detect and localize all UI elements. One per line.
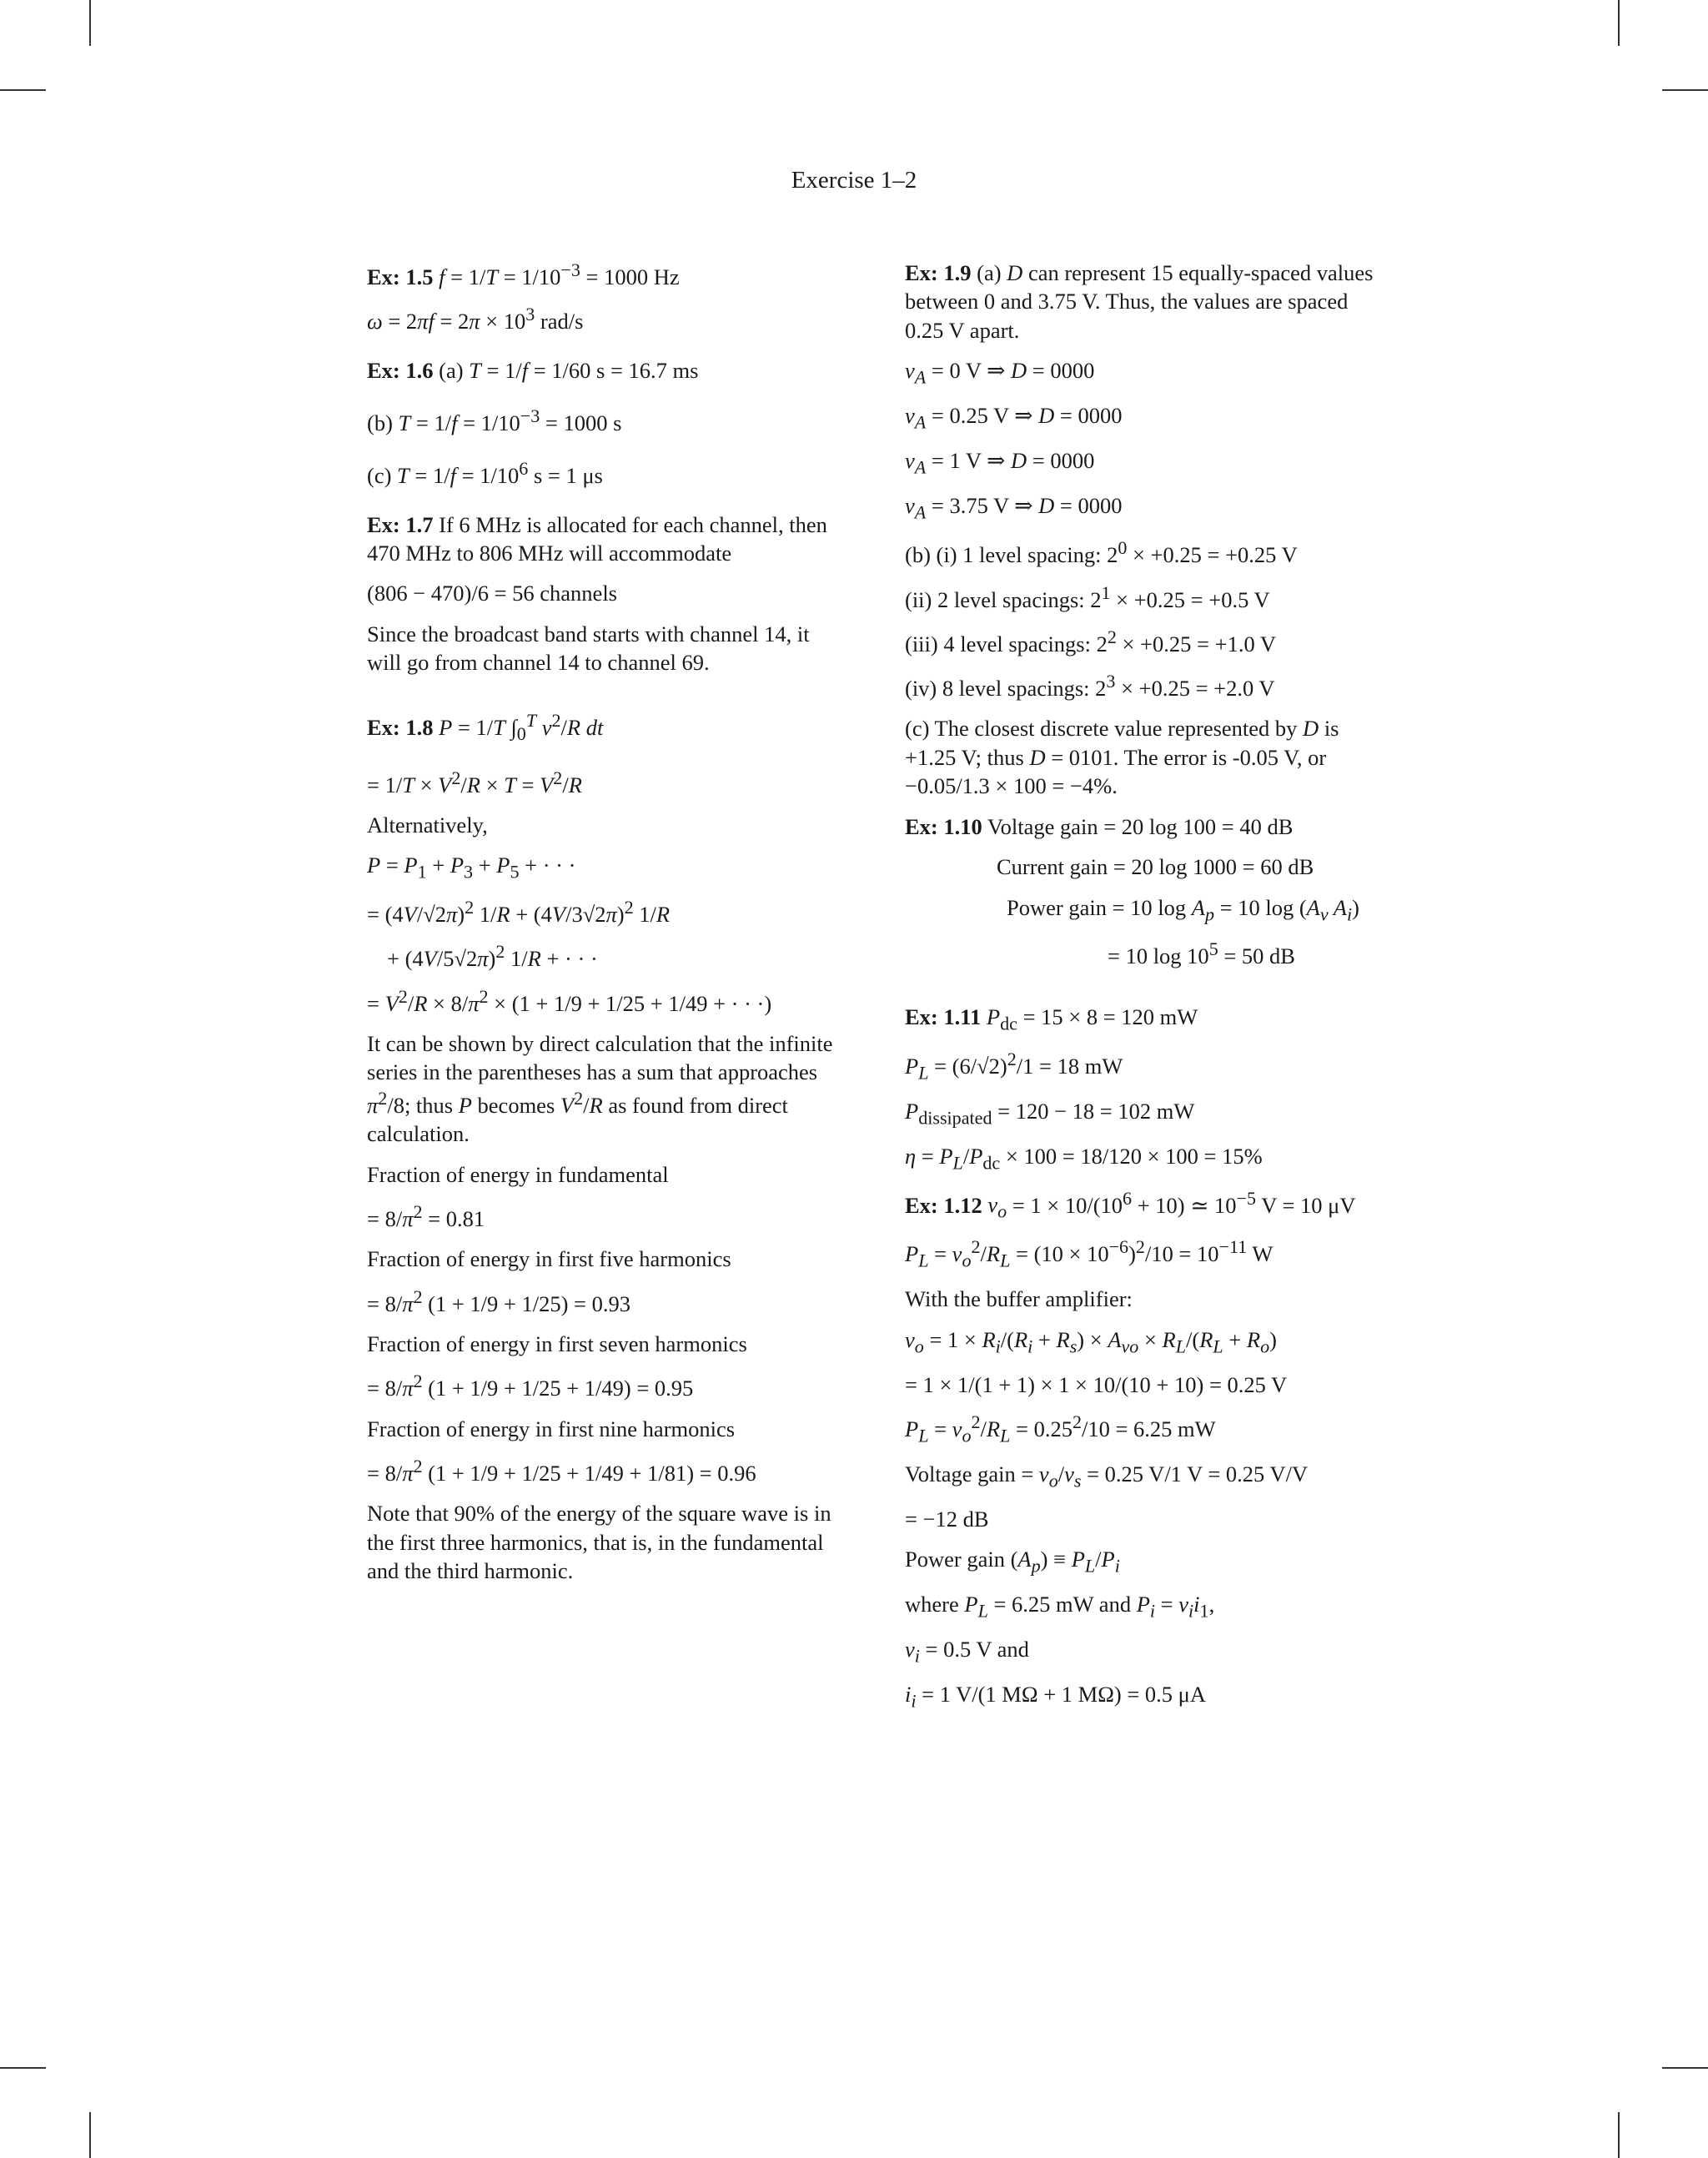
ex-1-12-power-gain: Power gain $(A_p) \equiv P_L/P_i$ — [905, 1547, 1120, 1577]
crop-mark-bottom-left-h — [0, 2067, 46, 2069]
right-column — [905, 259, 1389, 1725]
ex-1-12-vo-value: = 1 × 1/(1 + 1) × 1 × 10/(10 + 10) = 0.25 V — [905, 1371, 1288, 1397]
ex-1-12-where: where $P_L = 6.25$ mW and $P_i = v_ii_1$, — [905, 1592, 1215, 1622]
ex-1-5-omega: $\omega = 2\pi f = 2\pi \times 10^3$ rad/s — [367, 304, 584, 335]
crop-mark-top-right-h — [1662, 89, 1708, 91]
crop-mark-top-left-v — [89, 0, 91, 46]
crop-mark-top-left-h — [0, 89, 46, 91]
ex-1-6-a: Ex: 1.6 (a) T = 1/f = 1/60 s = 16.7 ms — [367, 357, 699, 383]
ex-1-8-power-integral: Ex: 1.8 P = 1/T $\int_0^T$ $v^2/R$ dt — [367, 709, 604, 744]
ex-1-12-buffer-label: With the buffer amplifier: — [905, 1286, 1133, 1312]
ex-1-7-conclusion: Since the broadcast band starts with channel 14, it will go from channel 14 to channel 69. — [367, 621, 810, 676]
ex-1-9-va-1: $v_A = 1$ V ⇒ D = 0000 — [905, 448, 1095, 478]
fraction-fundamental-value: = $8/\pi^2 = 0.81$ — [367, 1201, 485, 1231]
ex-1-9-va-025: $v_A = 0.25$ V ⇒ D = 0000 — [905, 403, 1123, 433]
ex-1-9-b-iii: (iii) 4 level spacings: $2^2 \times +0.25 = +1.0$ V — [905, 626, 1276, 656]
ex-1-11-pdc: Ex: 1.11 $P_{dc} = 15 \times 8 = 120$ mW — [905, 1004, 1198, 1034]
crop-mark-bottom-right-v — [1618, 2112, 1620, 2158]
ex-1-9-c: (c) The closest discrete value represented by D is +1.25 V; thus D = 0101. The error is -0.05 V, or −0.05/1.3 × 100 = −4%. — [905, 716, 1339, 799]
page-header: Exercise 1–2 — [791, 167, 917, 194]
ex-1-6-b: (b) $T = 1/f = 1/10^{-3} = 1000$ s — [367, 405, 622, 435]
ex-1-12-vi: $v_i = 0.5$ V and — [905, 1637, 1029, 1667]
fraction-seven-label: Fraction of energy in first seven harmonics — [367, 1331, 747, 1356]
crop-mark-top-right-v — [1618, 0, 1620, 46]
ex-1-11-efficiency: $\eta = P_L/P_{dc} \times 100 = 18/120 \times 100 = 15\%$ — [905, 1143, 1263, 1173]
ex-1-10-current-gain: Current gain = 20 log 1000 = 60 dB — [997, 854, 1314, 880]
ex-1-9-va-0: $v_A = 0$ V ⇒ D = 0000 — [905, 358, 1095, 388]
ex-1-8-series: $P = P_1 + P_3 + P_5$ + · · · — [367, 853, 576, 883]
ex-1-11-pl: $P_L = (6/√2)^2/1 = 18$ mW — [905, 1048, 1123, 1083]
ex-1-9-intro: Ex: 1.9 (a) D can represent 15 equally-spaced values between 0 and 3.75 V. Thus, the values are spaced 0.25 V apart. — [905, 260, 1374, 343]
ex-1-10-power-gain: Power gain = 10 $\log A_p = 10$ $\log (A_v$ $A_i$) — [1007, 894, 1359, 924]
ex-1-8-harmonics-1: = $(4V/√2\pi)^2$ $1/R + (4V/3√2\pi)^2$ 1/R — [367, 897, 671, 928]
ex-1-7-channels: (806 − 470)/6 = 56 channels — [367, 581, 617, 606]
crop-mark-bottom-left-v — [89, 2112, 91, 2158]
ex-1-10-power-gain-result: = 10 $\log 10^5 = 50$ dB — [1108, 938, 1295, 969]
ex-1-12-vo: Ex: 1.12 $v_o = 1 \times 10/(10^6 + 10)$ ≃ $10^{-5}$ V = 10 μV — [905, 1187, 1356, 1222]
ex-1-8-alternatively: Alternatively, — [367, 812, 488, 838]
ex-1-5-frequency: Ex: 1.5 $f = 1/T = 1/10^{-3} = 1000$ Hz — [367, 259, 680, 289]
ex-1-8-explanation: It can be shown by direct calculation that the infinite series in the parentheses has a sum that approaches $\pi^2/8$; thus P becomes $V^2/R$ as found from direct calculation. — [367, 1030, 833, 1147]
fraction-nine-value: = $8/\pi^2$ (1 + 1/9 + 1/25 + 1/49 + 1/81) = 0.96 — [367, 1456, 756, 1486]
left-column — [367, 259, 834, 1597]
ex-1-12-ii: $i_i = 1$ V/(1 MΩ + 1 MΩ) = 0.5 μA — [905, 1682, 1207, 1712]
ex-1-8-power-result: = $1/T \times V^2/R \times T = V^2/R$ — [367, 767, 582, 797]
ex-1-11-pdissipated: $P_{dissipated} = 120 - 18 = 102$ mW — [905, 1098, 1195, 1128]
ex-1-12-voltage-gain-db: = −12 dB — [905, 1506, 989, 1532]
ex-1-9-b-ii: (ii) 2 level spacings: $2^1 \times +0.25 = +0.5$ V — [905, 581, 1270, 612]
crop-mark-bottom-right-h — [1662, 2067, 1708, 2069]
ex-1-6-c: (c) $T = 1/f = 1/10^6$ s = 1 μs — [367, 458, 603, 489]
ex-1-9-b-i: (b) (i) 1 level spacing: $2^0 \times +0.25 = +0.25$ V — [905, 537, 1298, 568]
ex-1-12-pl: $P_L = v_o^2/R_L = (10 \times 10^{-6})^2/10 = 10^{-11}$ W — [905, 1236, 1273, 1271]
ex-1-8-series-sum: = $V^2/R \times 8/\pi^2 \times (1 + 1/9 + 1/25 + 1/49$ + · · ·) — [367, 985, 772, 1016]
ex-1-9-b-iv: (iv) 8 level spacings: $2^3 \times +0.25 = +2.0$ V — [905, 671, 1275, 701]
ex-1-12-vo-buffer: $v_o = 1 \times R_i/(R_i + R_s) \times A_{vo} \times R_L/(R_L + R_o)$ — [905, 1326, 1277, 1356]
fraction-five-value: = $8/\pi^2$ (1 + 1/9 + 1/25) = 0.93 — [367, 1285, 630, 1316]
ex-1-8-note: Note that 90% of the energy of the square wave is in the first three harmonics, that is, in the fundamental and the third harmonic. — [367, 1501, 831, 1584]
fraction-fundamental-label: Fraction of energy in fundamental — [367, 1161, 669, 1187]
ex-1-7-text: Ex: 1.7 If 6 MHz is allocated for each channel, then 470 MHz to 806 MHz will accommodate — [367, 511, 827, 566]
fraction-five-label: Fraction of energy in first five harmonics — [367, 1246, 731, 1272]
ex-1-12-voltage-gain: Voltage gain = $v_o/v_s = 0.25$ V/1 V = 0.25 V/V — [905, 1461, 1309, 1491]
fraction-nine-label: Fraction of energy in first nine harmonics — [367, 1416, 736, 1441]
ex-1-10-voltage-gain: Ex: 1.10 Voltage gain = 20 log 100 = 40 dB — [905, 813, 1294, 839]
ex-1-9-va-375: $v_A = 3.75$ V ⇒ D = 0000 — [905, 493, 1123, 523]
ex-1-12-pl-buffer: $P_L = v_o^2/R_L = 0.25^2/10 = 6.25$ mW — [905, 1411, 1216, 1446]
ex-1-8-harmonics-2: + $(4V/5√2\pi)^2$ 1/R + · · · — [387, 941, 598, 972]
fraction-seven-value: = $8/\pi^2$ (1 + 1/9 + 1/25 + 1/49) = 0.95 — [367, 1371, 694, 1401]
